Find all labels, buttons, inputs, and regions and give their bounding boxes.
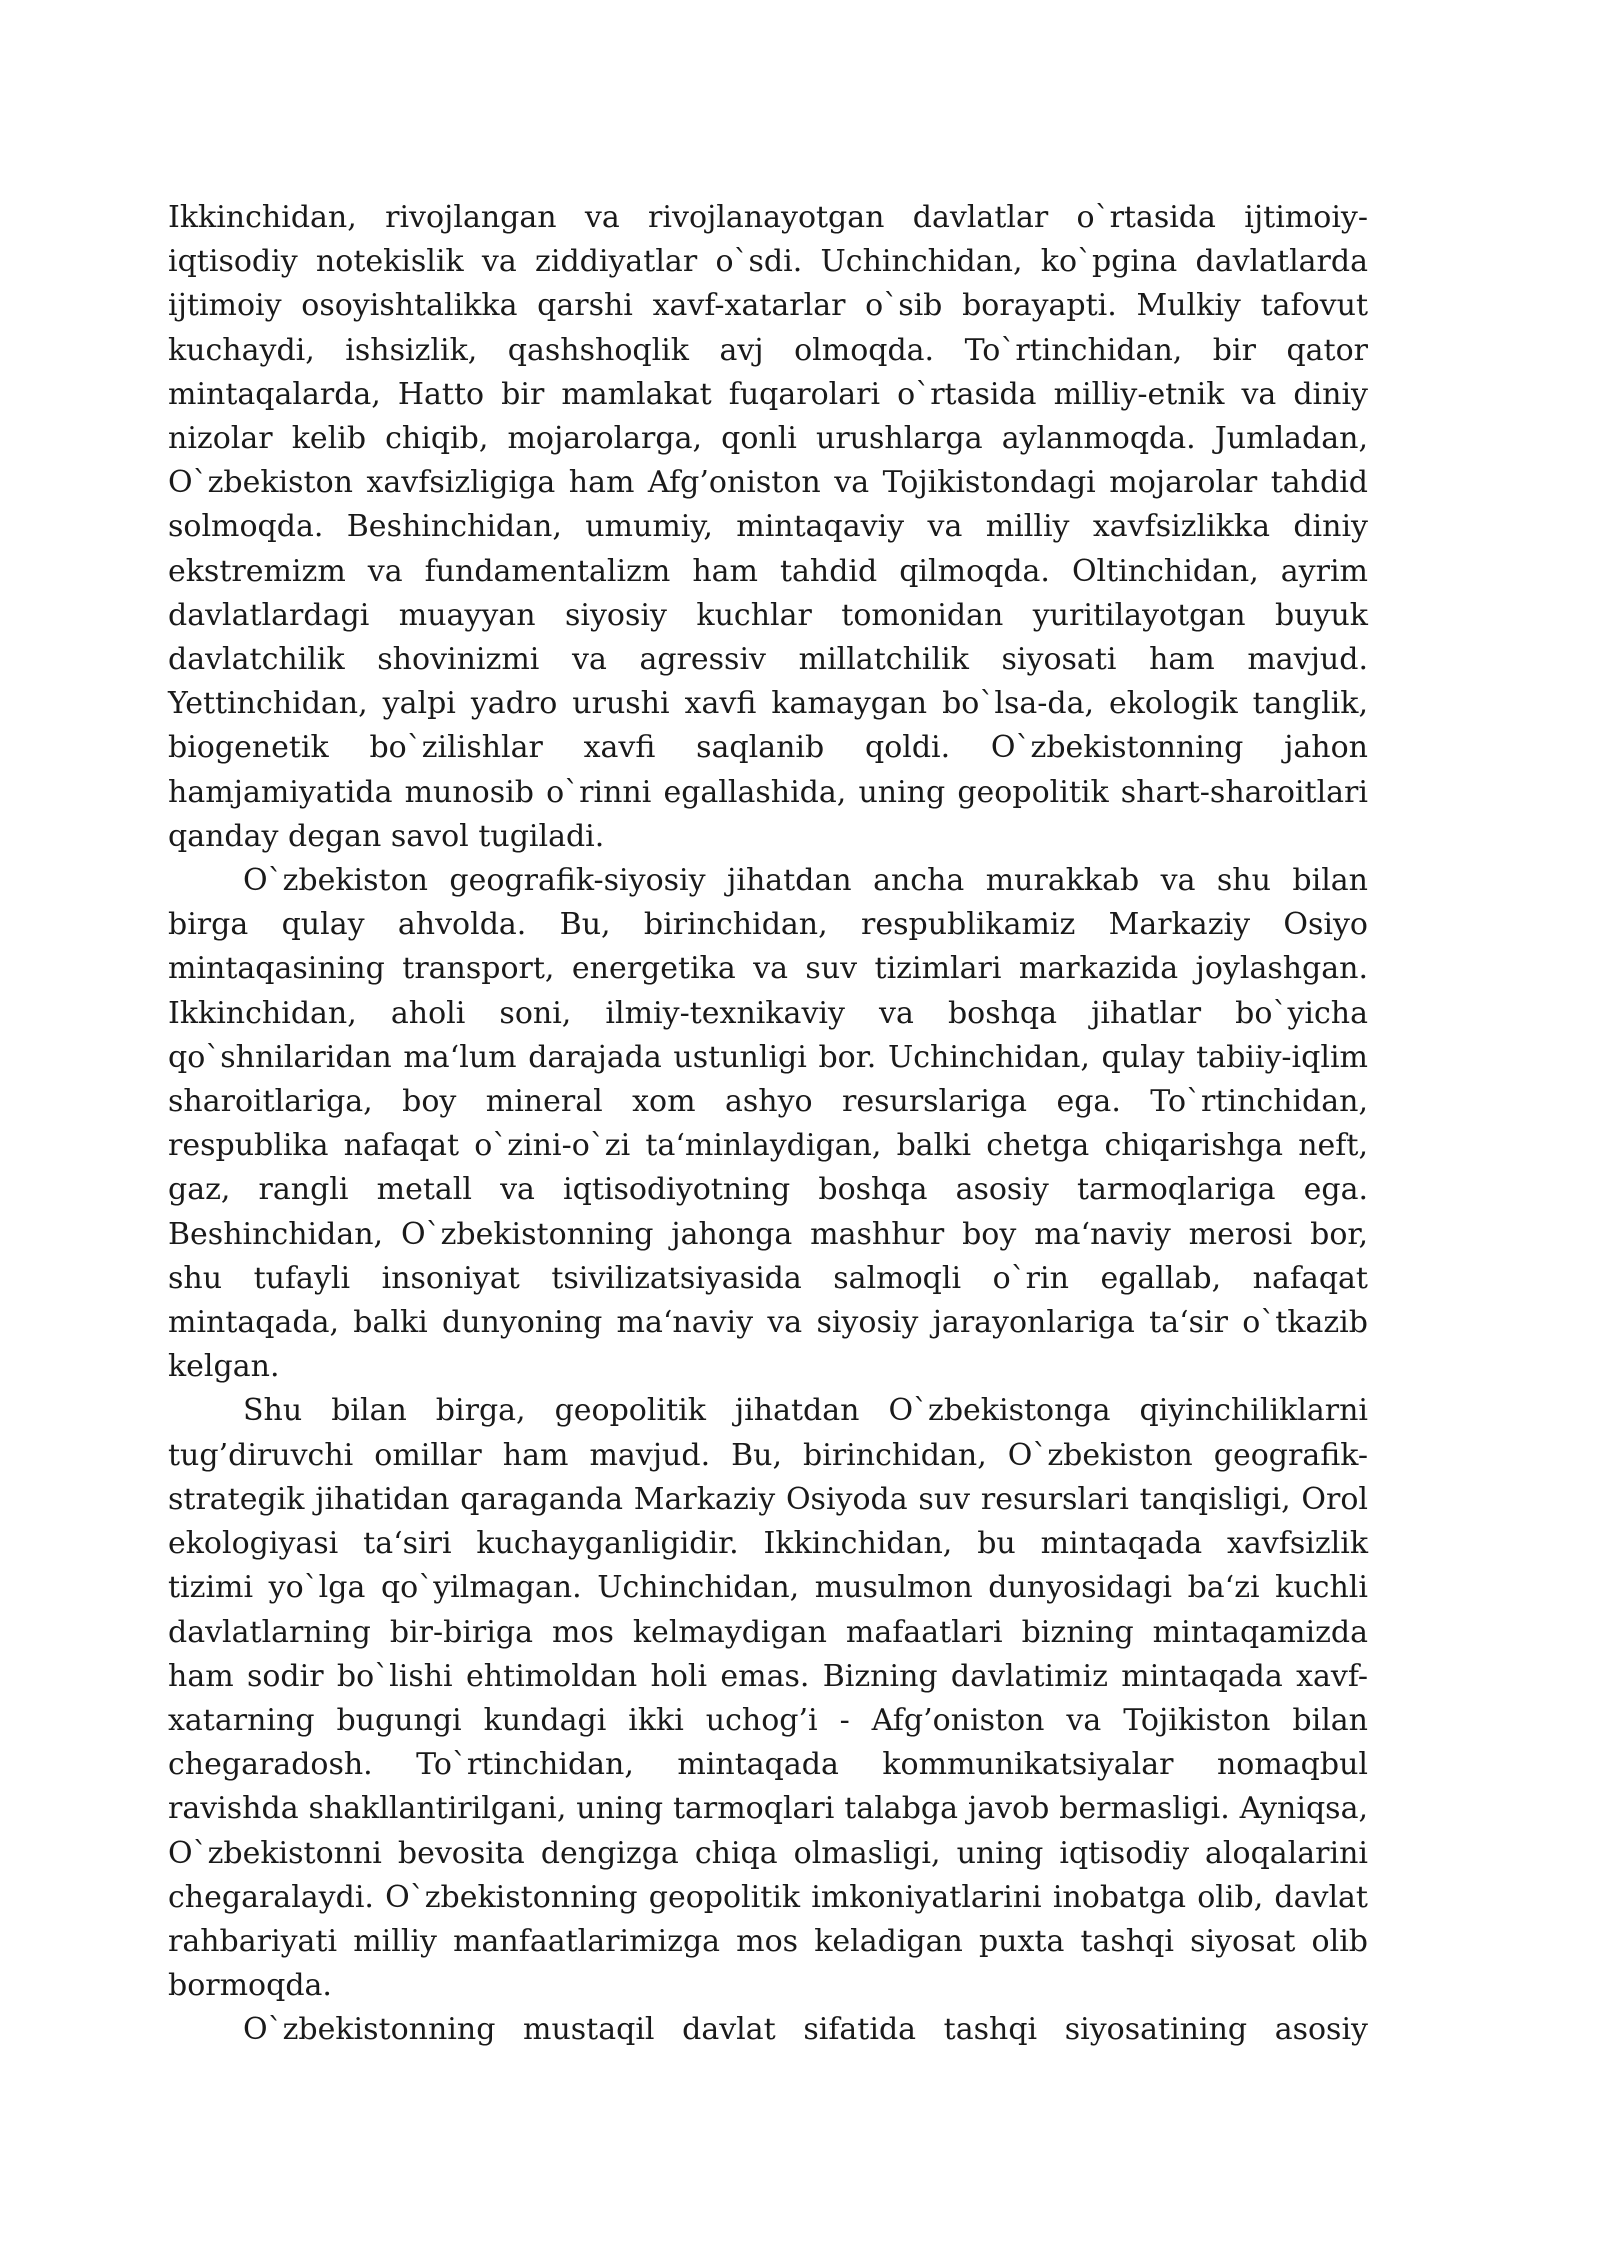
paragraph-geopolitical-advantages: O`zbekiston geografik-siyosiy jihatdan ancha murakkab va shu bilan birga qulay ahvolda. Bu, birinchidan, respublikamiz Markaziy Osiyo mintaqasining transport, energetika va suv tizimlari markazida joylashgan. Ikkinchidan, aholi soni, ilmiy-texnikaviy va boshqa jihatlar bo`yicha qo`shnilaridan ma‘lum darajada ustunligi bor. Uchinchidan, qulay tabiiy-iqlim sharoitlariga, boy mineral xom ashyo resurslariga ega. To`rtinchidan, respublika nafaqat o`zini-o`zi ta‘minlaydigan, balki chetga chiqarishga neft, gaz, rangli metall va iqtisodiyotning boshqa asosiy tarmoqlariga ega. Beshinchidan, O`zbekistonning jahonga mashhur boy ma‘naviy merosi bor, shu tufayli insoniyat tsivilizatsiyasida salmoqli o`rin egallab, nafaqat mintaqada, balki dunyoning ma‘naviy va siyosiy jarayonlariga ta‘sir o`tkazib kelgan.: [168, 863, 1368, 1385]
paragraph-foreign-policy-start: O`zbekistonning mustaqil davlat sifatida tashqi siyosatining asosiy: [243, 2012, 1368, 2048]
paragraph-threats: Ikkinchidan, rivojlangan va rivojlanayotgan davlatlar o`rtasida ijtimoiy-iqtisodiy notekislik va ziddiyatlar o`sdi. Uchinchidan, ko`pgina davlatlarda ijtimoiy osoyishtalikka qarshi xavf-xatarlar o`sib borayapti. Mulkiy tafovut kuchaydi, ishsizlik, qashshoqlik avj olmoqda. To`rtinchidan, bir qator mintaqalarda, Hatto bir mamlakat fuqarolari o`rtasida milliy-etnik va diniy nizolar kelib chiqib, mojarolarga, qonli urushlarga aylanmoqda. Jumladan, O`zbekiston xavfsizligiga ham Afg’oniston va Tojikistondagi mojarolar tahdid solmoqda. Beshinchidan, umumiy, mintaqaviy va milliy xavfsizlikka diniy ekstremizm va fundamentalizm ham tahdid qilmoqda. Oltinchidan, ayrim davlatlardagi muayyan siyosiy kuchlar tomonidan yuritilayotgan buyuk davlatchilik shovinizmi va agressiv millatchilik siyosati ham mavjud. Yettinchidan, yalpi yadro urushi xavfi kamaygan bo`lsa-da, ekologik tanglik, biogenetik bo`zilishlar xavfi saqlanib qoldi. O`zbekistonning jahon hamjamiyatida munosib o`rinni egallashida, uning geopolitik shart-sharoitlari qanday degan savol tugiladi.: [168, 200, 1368, 854]
paragraph-geopolitical-difficulties: Shu bilan birga, geopolitik jihatdan O`zbekistonga qiyinchiliklarni tug’diruvchi omillar ham mavjud. Bu, birinchidan, O`zbekiston geografik-strategik jihatidan qaraganda Markaziy Osiyoda suv resurslari tanqisligi, Orol ekologiyasi ta‘siri kuchayganligidir. Ikkinchidan, bu mintaqada xavfsizlik tizimi yo`lga qo`yilmagan. Uchinchidan, musulmon dunyosidagi ba‘zi kuchli davlatlarning bir-biriga mos kelmaydigan mafaatlari bizning mintaqamizda ham sodir bo`lishi ehtimoldan holi emas. Bizning davlatimiz mintaqada xavf-xatarning bugungi kundagi ikki uchog’i - Afg’oniston va Tojikiston bilan chegaradosh. To`rtinchidan, mintaqada kommunikatsiyalar nomaqbul ravishda shakllantirilgani, uning tarmoqlari talabga javob bermasligi. Ayniqsa, O`zbekistonni bevosita dengizga chiqa olmasligi, uning iqtisodiy aloqalarini chegaralaydi. O`zbekistonning geopolitik imkoniyatlarini inobatga olib, davlat rahbariyati milliy manfaatlarimizga mos keladigan puxta tashqi siyosat olib bormoqda.: [168, 1393, 1368, 2004]
document-page: [168, 196, 1368, 2053]
